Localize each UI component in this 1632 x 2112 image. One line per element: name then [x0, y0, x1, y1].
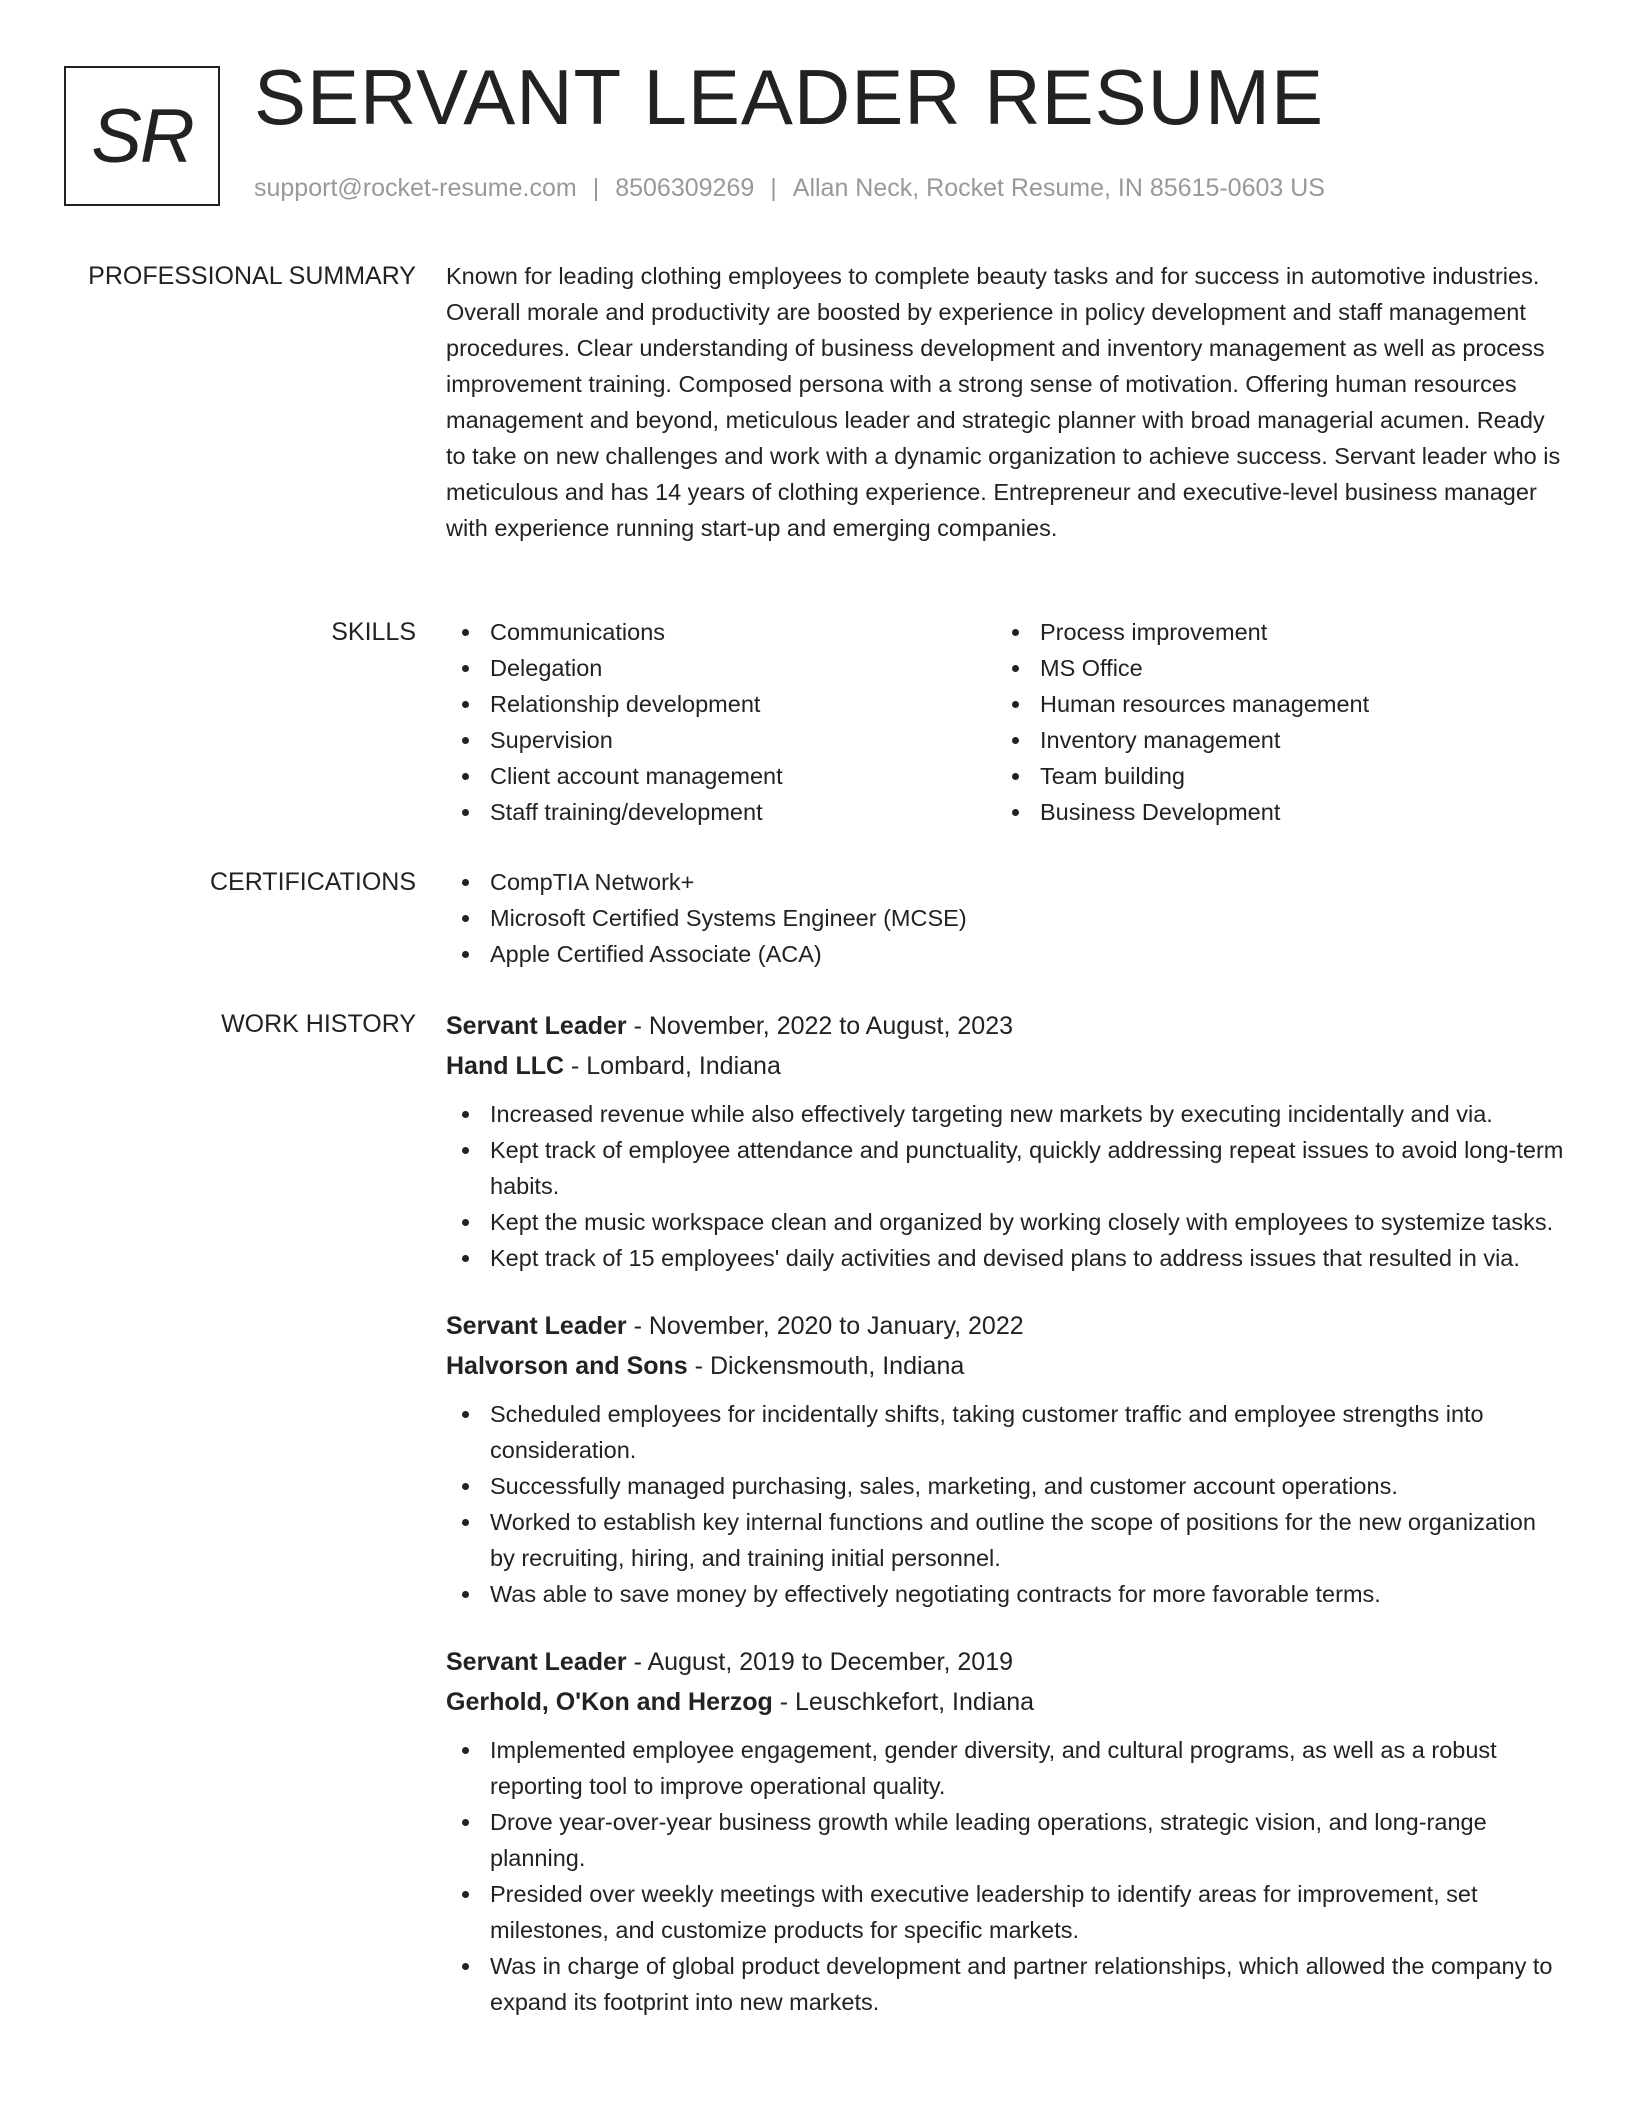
job-bullet: Successfully managed purchasing, sales, marketing, and customer account operations.: [446, 1468, 1566, 1504]
job-dates: - August, 2019 to December, 2019: [633, 1648, 1014, 1676]
job-bullet: Presided over weekly meetings with executive leadership to identify areas for improvement, set milestones, and customize products for specific markets.: [446, 1876, 1566, 1948]
job-bullet: Increased revenue while also effectively targeting new markets by executing incidentally and via.: [446, 1096, 1566, 1132]
job-bullet: Was able to save money by effectively negotiating contracts for more favorable terms.: [446, 1576, 1566, 1612]
resume-title: SERVANT LEADER RESUME: [254, 53, 1324, 141]
skills-list-left: [446, 614, 996, 830]
job-company-line: [446, 1046, 1566, 1086]
skills-grid: [446, 614, 1566, 830]
certification-item: Microsoft Certified Systems Engineer (MCSE): [446, 900, 1566, 936]
job-bullets: [446, 1096, 1566, 1276]
skill-item: Inventory management: [996, 722, 1546, 758]
job-location: - Leuschkefort, Indiana: [779, 1688, 1035, 1716]
certifications-list: [446, 864, 1566, 972]
section-label-certifications: CERTIFICATIONS: [209, 868, 416, 896]
skill-item: Staff training/development: [446, 794, 996, 830]
summary-body: [446, 258, 1566, 546]
job-bullets: [446, 1732, 1566, 2020]
job-bullet: Scheduled employees for incidentally shifts, taking customer traffic and employee strengths into consideration.: [446, 1396, 1566, 1468]
contact-separator: |: [770, 174, 777, 202]
job-title-line: [446, 1306, 1566, 1346]
skill-item: Delegation: [446, 650, 996, 686]
contact-address: Allan Neck, Rocket Resume, IN 85615-0603 US: [792, 174, 1325, 202]
job-title: Servant Leader: [446, 1012, 627, 1040]
job-bullet: Worked to establish key internal functions and outline the scope of positions for the new organization by recruiting, hiring, and training initial personnel.: [446, 1504, 1566, 1576]
contact-phone: 8506309269: [615, 174, 755, 202]
contact-line: [254, 174, 1325, 203]
skill-item: Process improvement: [996, 614, 1546, 650]
contact-email: support@rocket-resume.com: [254, 174, 577, 202]
job-title-line: [446, 1006, 1566, 1046]
section-label-skills: SKILLS: [331, 618, 416, 646]
job-bullet: Kept track of 15 employees' daily activities and devised plans to address issues that resulted in via.: [446, 1240, 1566, 1276]
skill-item: Communications: [446, 614, 996, 650]
monogram-logo: SR: [64, 66, 220, 206]
certification-item: Apple Certified Associate (ACA): [446, 936, 1566, 972]
job-location: - Lombard, Indiana: [571, 1052, 781, 1080]
skills-body: [446, 614, 1566, 830]
job-title-line: [446, 1642, 1566, 1682]
skill-item: Relationship development: [446, 686, 996, 722]
skills-list-right: [996, 614, 1546, 830]
job-entry: [446, 1306, 1566, 1612]
job-bullet: Was in charge of global product development and partner relationships, which allowed the company to expand its footprint into new markets.: [446, 1948, 1566, 2020]
job-bullet: Implemented employee engagement, gender diversity, and cultural programs, as well as a robust reporting tool to improve operational quality.: [446, 1732, 1566, 1804]
summary-text: Known for leading clothing employees to complete beauty tasks and for success in automotive industries. Overall morale and productivity are boosted by experience in policy development and staff management procedures. Clear understanding of business development and inventory management as well as process improvement training. Composed persona with a strong sense of motivation. Offering human resources management and beyond, meticulous leader and strategic planner with broad managerial acumen. Ready to take on new challenges and work with a dynamic organization to achieve success. Servant leader who is meticulous and has 14 years of clothing experience. Entrepreneur and executive-level business manager with experience running start-up and emerging companies.: [446, 263, 1561, 541]
job-title: Servant Leader: [446, 1648, 627, 1676]
job-company: Halvorson and Sons: [446, 1352, 688, 1380]
job-location: - Dickensmouth, Indiana: [694, 1352, 965, 1380]
job-entry: [446, 1642, 1566, 2020]
skill-item: Client account management: [446, 758, 996, 794]
certification-item: CompTIA Network+: [446, 864, 1566, 900]
job-company: Hand LLC: [446, 1052, 565, 1080]
job-bullets: [446, 1396, 1566, 1612]
job-company-line: [446, 1682, 1566, 1722]
skill-item: MS Office: [996, 650, 1546, 686]
skill-item: Human resources management: [996, 686, 1546, 722]
job-entry: [446, 1006, 1566, 1276]
work-history-body: [446, 1006, 1566, 2050]
skill-item: Supervision: [446, 722, 996, 758]
job-bullet: Kept the music workspace clean and organized by working closely with employees to systemize tasks.: [446, 1204, 1566, 1240]
contact-separator: |: [592, 174, 600, 202]
job-company-line: [446, 1346, 1566, 1386]
skill-item: Business Development: [996, 794, 1546, 830]
section-label-summary: PROFESSIONAL SUMMARY: [88, 262, 416, 290]
job-bullet: Drove year-over-year business growth while leading operations, strategic vision, and long-range planning.: [446, 1804, 1566, 1876]
certifications-body: [446, 864, 1566, 972]
job-title: Servant Leader: [446, 1312, 627, 1340]
section-label-work-history: WORK HISTORY: [221, 1010, 416, 1038]
job-dates: - November, 2022 to August, 2023: [633, 1012, 1014, 1040]
job-bullet: Kept track of employee attendance and punctuality, quickly addressing repeat issues to avoid long-term habits.: [446, 1132, 1566, 1204]
job-dates: - November, 2020 to January, 2022: [633, 1312, 1024, 1340]
job-company: Gerhold, O'Kon and Herzog: [446, 1688, 773, 1716]
skill-item: Team building: [996, 758, 1546, 794]
